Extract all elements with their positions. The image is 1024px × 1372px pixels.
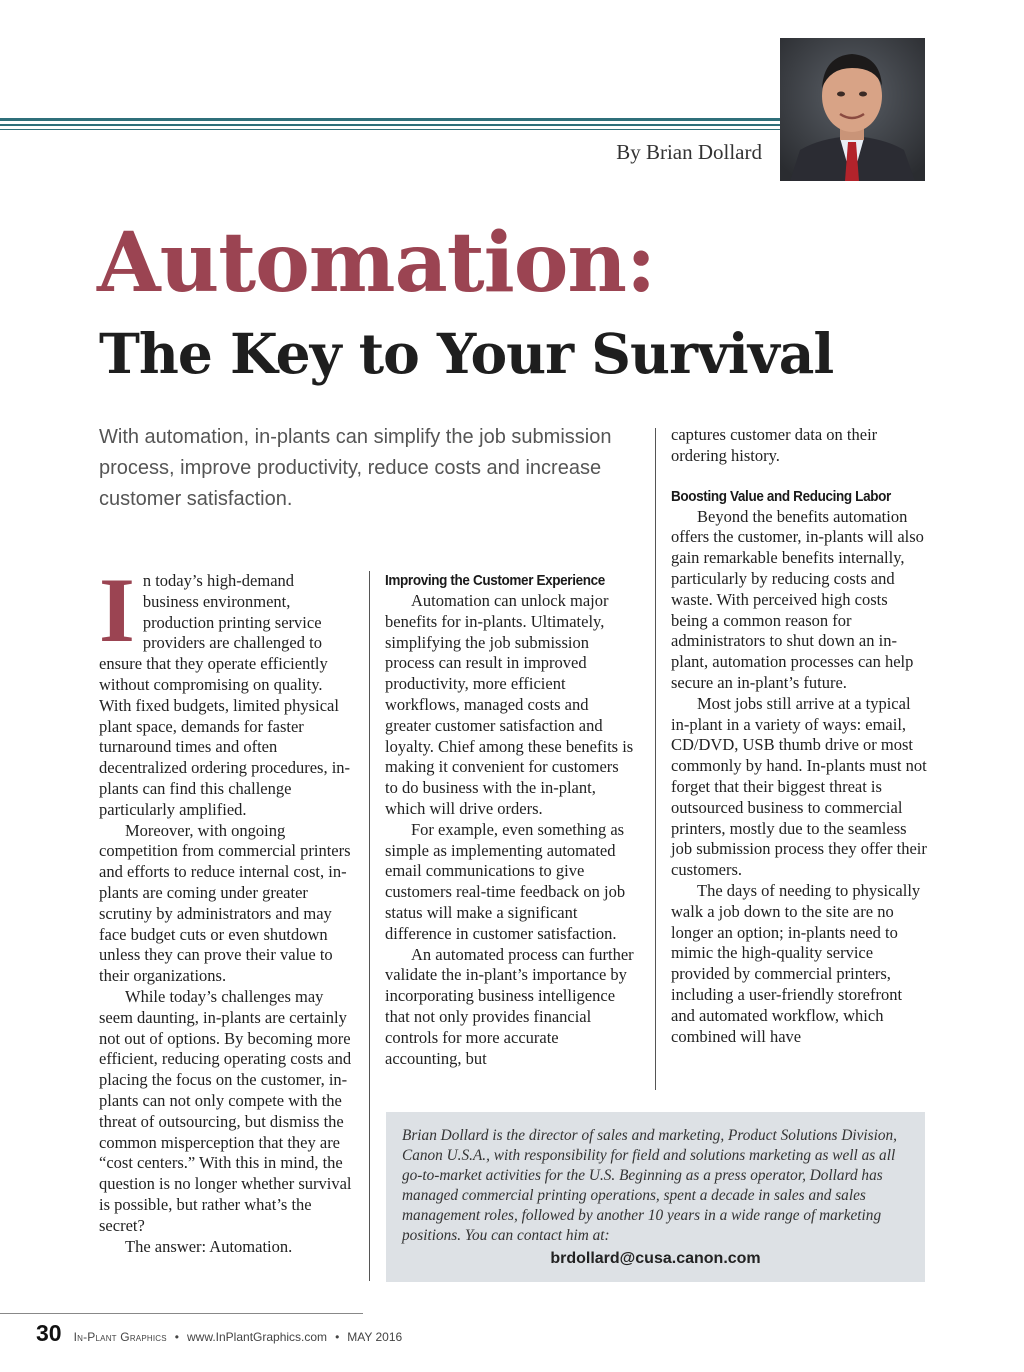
body-paragraph: An automated process can further validate the in-plant’s importance by incorporating business intelligence that not only provides financial controls for more accurate accounting, but bbox=[385, 944, 634, 1068]
header-rule bbox=[0, 118, 782, 121]
section-subhead: Improving the Customer Experience bbox=[385, 572, 605, 589]
footer-rule bbox=[0, 1313, 363, 1314]
section-subhead: Boosting Value and Reducing Labor bbox=[671, 487, 891, 505]
headline: Automation: bbox=[97, 215, 656, 311]
footer-separator: • bbox=[174, 1330, 179, 1344]
column-divider bbox=[655, 428, 656, 1090]
issue-date: MAY 2016 bbox=[347, 1330, 403, 1344]
article-column-3 bbox=[671, 425, 927, 1047]
deck: With automation, in-plants can simplify the job submission process, improve productivity, reduce costs and increase customer satisfaction. bbox=[99, 426, 612, 510]
body-paragraph: For example, even something as simple as implementing automated email communications to give customers real-time feedback on job status will make a significant difference in customer satisfaction. bbox=[385, 819, 626, 943]
author-email-link[interactable]: brdollard@cusa.canon.com bbox=[550, 1250, 761, 1267]
body-paragraph: Automation can unlock major benefits for in-plants. Ultimately, simplifying the job submission process can result in improved productivity, more efficient workflows, managed costs and greater customer satisfaction and loyalty. Chief among these benefits is making it convenient for customers to do business with the in-plant, which will drive orders. bbox=[385, 591, 634, 818]
drop-cap: I bbox=[99, 559, 135, 661]
column-divider bbox=[369, 571, 370, 1281]
publication-name: In-Plant Graphics bbox=[73, 1330, 167, 1344]
article-column-2 bbox=[385, 571, 635, 1069]
header-rule bbox=[0, 129, 782, 130]
byline: By Brian Dollard bbox=[616, 140, 762, 164]
author-bio-box bbox=[386, 1112, 925, 1282]
author-photo bbox=[780, 38, 925, 181]
body-paragraph: Beyond the benefits automation offers the customer, in-plants will also gain remarkable benefits internally, particularly by reducing costs and waste. With perceived high costs being a common reason for administrators to shut down an in-plant, automation processes can help secure an in-plant’s future. bbox=[671, 506, 924, 692]
page-number: 30 bbox=[36, 1320, 62, 1346]
headline-subtitle: The Key to Your Survival bbox=[99, 321, 834, 386]
body-paragraph: While today’s challenges may seem daunting, in-plants are certainly not out of options. By becoming more efficient, reducing operating costs and placing the focus on the customer, in-plants can not only compete with the threat of outsourcing, but dismiss the common misperception that they are “cost centers.” With this in mind, the question is no longer whether survival is possible, but rather what’s the secret? bbox=[99, 986, 352, 1235]
header-rule bbox=[0, 124, 782, 126]
author-bio: Brian Dollard is the director of sales and marketing, Product Solutions Division, Canon U.S.A., with responsibility for field and solutions marketing as well as all go-to-market activities for the U.S. Beginning as a press operator, Dollard has managed commercial printing operations, spent a decade in sales and sales management roles, followed by another 10 years in a wide range of marketing positions. You can contact him at: bbox=[402, 1127, 897, 1244]
body-paragraph: The days of needing to physically walk a job down to the site are no longer an option; in-plants need to mimic the high-quality service provided by commercial printers, including a user-friendly storefront and automated workflow, which combined will have bbox=[671, 880, 921, 1046]
page-footer bbox=[36, 1320, 402, 1347]
body-paragraph: The answer: Automation. bbox=[125, 1236, 293, 1256]
publication-url[interactable]: www.InPlantGraphics.com bbox=[187, 1330, 328, 1344]
body-paragraph: Most jobs still arrive at a typical in-plant in a variety of ways: email, CD/DVD, USB thumb drive or most commonly by hand. In-plants must not forget that their biggest threat is outsourced business to commercial printers, mostly due to the seamless job submission process they offer their customers. bbox=[671, 693, 927, 880]
footer-separator: • bbox=[335, 1330, 340, 1344]
body-paragraph: n today’s high-demand business environment, production printing service providers are challenged to ensure that they operate efficiently without compromising on quality. With fixed budgets, limited physical plant space, demands for faster turnaround times and often decentralized ordering procedures, in-plants can find this challenge particularly amplified. bbox=[99, 571, 351, 819]
article-column-1 bbox=[99, 559, 353, 1257]
body-paragraph: Moreover, with ongoing competition from commercial printers and efforts to reduce internal cost, in-plants are coming under greater scrutiny by administrators and may face budget cuts or even shutdown unless they can prove their value to their organizations. bbox=[99, 820, 351, 986]
body-paragraph: captures customer data on their ordering history. bbox=[671, 425, 878, 465]
